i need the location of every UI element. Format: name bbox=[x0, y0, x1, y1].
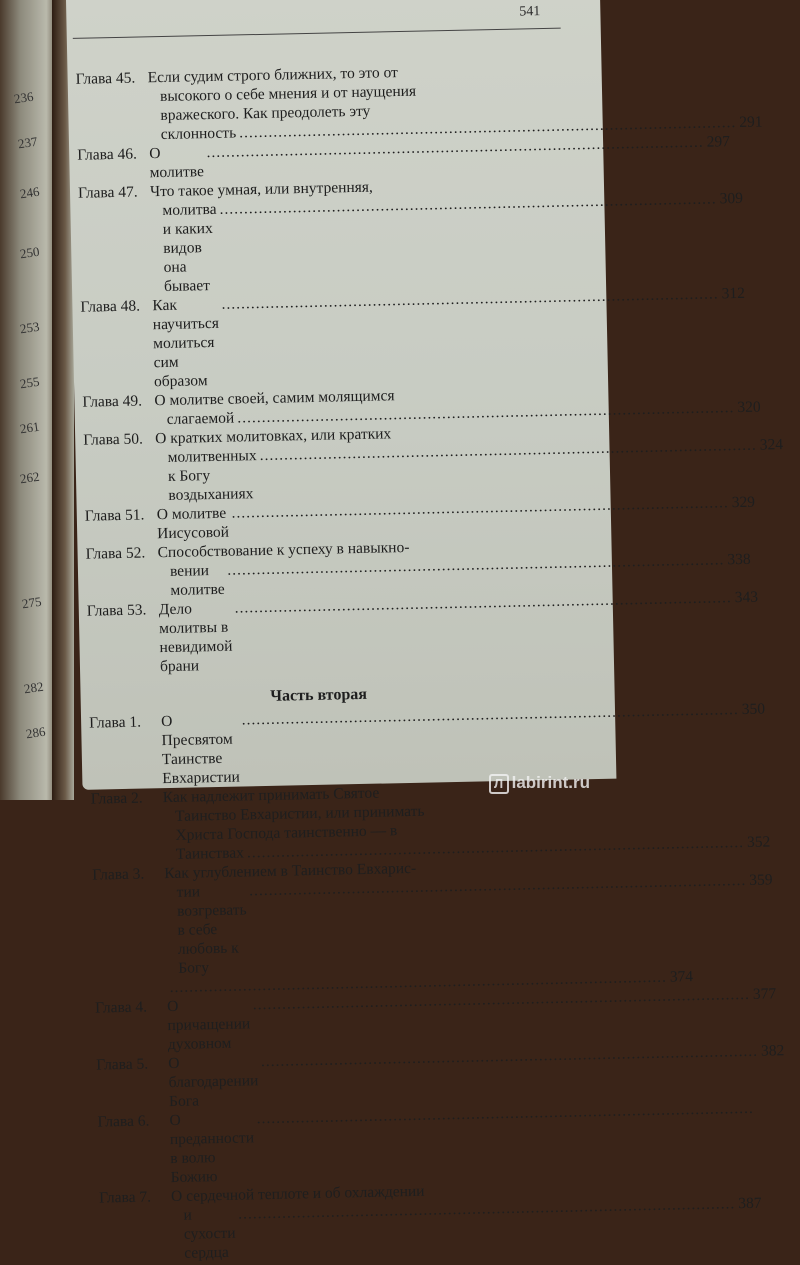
toc-entry bbox=[97, 1104, 518, 1189]
chapter-label: Глава 52. bbox=[85, 544, 146, 563]
chapter-title-row bbox=[169, 1099, 758, 1187]
chapter-title-last-line: О причащении духовном bbox=[166, 997, 251, 1054]
chapter-label: Глава 4. bbox=[94, 998, 148, 1017]
left-page-number: 282 bbox=[22, 678, 45, 697]
chapter-label: Глава 50. bbox=[83, 430, 144, 449]
chapter-label: Глава 3. bbox=[92, 865, 145, 884]
chapter-page-number: 338 bbox=[727, 550, 751, 569]
chapter-title-line: Таинство Евхаристии, или принимать bbox=[174, 802, 425, 825]
chapter-title-line: вражеского. Как преодолеть эту bbox=[160, 102, 371, 125]
chapter-label: Глава 48. bbox=[80, 297, 141, 316]
chapter-label: Глава 6. bbox=[97, 1112, 150, 1131]
chapter-page-number: 352 bbox=[746, 833, 771, 851]
chapter-label: Глава 47. bbox=[77, 183, 138, 202]
chapter-title-line: Если судим строго ближних, то это от bbox=[147, 64, 398, 87]
chapter-title-last-line: вении молитве bbox=[169, 562, 225, 599]
chapter-title-line: Как надлежит принимать Святое bbox=[162, 784, 380, 807]
left-page-number: 261 bbox=[18, 418, 41, 437]
chapter-title-last-line: Дело молитвы в невидимой брани bbox=[158, 600, 233, 676]
chapter-title-last-line: молитва и каких видов она бывает bbox=[162, 200, 217, 296]
chapter-title-line: высокого о себе мнения и от наущения bbox=[159, 82, 417, 106]
watermark-text: labirint.ru bbox=[511, 773, 590, 792]
chapter-title-last-line: склонность bbox=[160, 124, 237, 144]
chapter-title-line: О кратких молитовках, или кратких bbox=[155, 425, 392, 448]
book-page bbox=[66, 0, 785, 1262]
left-page-number: 253 bbox=[18, 318, 41, 337]
chapter-label bbox=[95, 978, 167, 999]
chapter-title-line: О сердечной теплоте и об охлаждении bbox=[170, 1182, 425, 1206]
left-page-number: 262 bbox=[18, 468, 41, 487]
chapter-title-line: Христа Господа таинственно — в bbox=[175, 822, 398, 844]
toc-entry bbox=[80, 284, 746, 393]
chapter-title-last-line: О преданности в волю Божию bbox=[169, 1111, 255, 1187]
chapter-title-line: О молитве своей, самим молящимся bbox=[154, 387, 395, 410]
chapter-label: Глава 5. bbox=[96, 1055, 149, 1074]
chapter-title-row bbox=[152, 284, 746, 391]
chapter-title-last-line: молитвенных к Богу воздыханиях bbox=[167, 447, 257, 504]
watermark-mark-icon: Л bbox=[489, 774, 509, 794]
chapter-title-last-line: и сухости сердца bbox=[183, 1206, 236, 1262]
header-rule bbox=[73, 28, 561, 39]
page-number: 541 bbox=[519, 4, 541, 20]
chapter-title-last-line: тии возгревать в себе любовь к Богу bbox=[176, 883, 247, 977]
chapter-title-row bbox=[165, 870, 775, 978]
chapter-page-number: 382 bbox=[760, 1042, 785, 1060]
chapter-page-number: 309 bbox=[719, 189, 744, 208]
chapter-label: Глава 46. bbox=[77, 145, 138, 164]
chapter-title-last-line: слагаемой bbox=[166, 409, 235, 428]
chapter-label: Глава 2. bbox=[90, 789, 143, 808]
chapter-title-row bbox=[171, 1194, 762, 1263]
chapter-page-number: 343 bbox=[734, 588, 759, 607]
left-page-number: 286 bbox=[24, 723, 47, 742]
chapter-label: Глава 1. bbox=[88, 713, 142, 732]
chapter-label: Глава 7. bbox=[98, 1188, 152, 1207]
chapter-page-number: 291 bbox=[739, 113, 763, 131]
chapter-page-number: 312 bbox=[721, 284, 746, 303]
chapter-page-number: 374 bbox=[669, 968, 694, 986]
toc-entry bbox=[98, 1180, 762, 1265]
chapter-title-last-line: Таинствах bbox=[175, 844, 245, 863]
toc-entry bbox=[86, 588, 759, 678]
chapter-title-last-line: О Пресвятом Таинстве Евхаристии bbox=[160, 712, 240, 788]
left-page-number: 255 bbox=[18, 373, 41, 392]
chapter-title-last-line: О молитве Иисусовой bbox=[156, 504, 230, 543]
chapter-title-line: Что такое умная, или внутренняя, bbox=[149, 178, 374, 201]
left-page-number: 246 bbox=[18, 183, 41, 202]
chapter-page-number: 329 bbox=[731, 493, 756, 512]
left-page-number: 236 bbox=[12, 88, 35, 107]
chapter-page-number: 387 bbox=[738, 1194, 762, 1213]
chapter-title-row bbox=[161, 700, 766, 789]
chapter-label: Глава 49. bbox=[82, 392, 143, 411]
toc-entry bbox=[96, 1042, 785, 1113]
chapter-label: Глава 51. bbox=[84, 506, 145, 525]
left-page-number: 275 bbox=[20, 593, 43, 612]
chapter-page-number: 297 bbox=[706, 133, 731, 151]
left-page-number: 250 bbox=[18, 243, 41, 262]
left-page-edge bbox=[0, 0, 58, 800]
chapter-title-row bbox=[159, 588, 760, 677]
left-page-number: 237 bbox=[16, 133, 39, 152]
chapter-title-row bbox=[150, 189, 745, 296]
watermark-logo bbox=[489, 773, 590, 794]
chapter-title-last-line: О благодарении Бога bbox=[168, 1054, 259, 1111]
chapter-title-line: Способствование к успеху в навыкно- bbox=[157, 538, 410, 562]
chapter-title-last-line: Как научиться молиться сим образом bbox=[152, 296, 220, 391]
chapter-page-number: 324 bbox=[759, 436, 784, 454]
chapter-page-number: 377 bbox=[752, 985, 777, 1003]
chapter-title-last-line: О молитве bbox=[149, 145, 205, 182]
chapter-label: Глава 45. bbox=[75, 69, 136, 88]
chapter-page-number: 350 bbox=[741, 700, 766, 719]
chapter-page-number: 320 bbox=[737, 398, 761, 417]
chapter-label: Глава 53. bbox=[86, 601, 147, 620]
toc-part-one bbox=[75, 61, 784, 678]
part-title: Часть вторая bbox=[270, 685, 368, 705]
chapter-page-number: 359 bbox=[749, 871, 773, 889]
chapter-title-line: Как углублением в Таинство Евхарис- bbox=[164, 859, 417, 883]
